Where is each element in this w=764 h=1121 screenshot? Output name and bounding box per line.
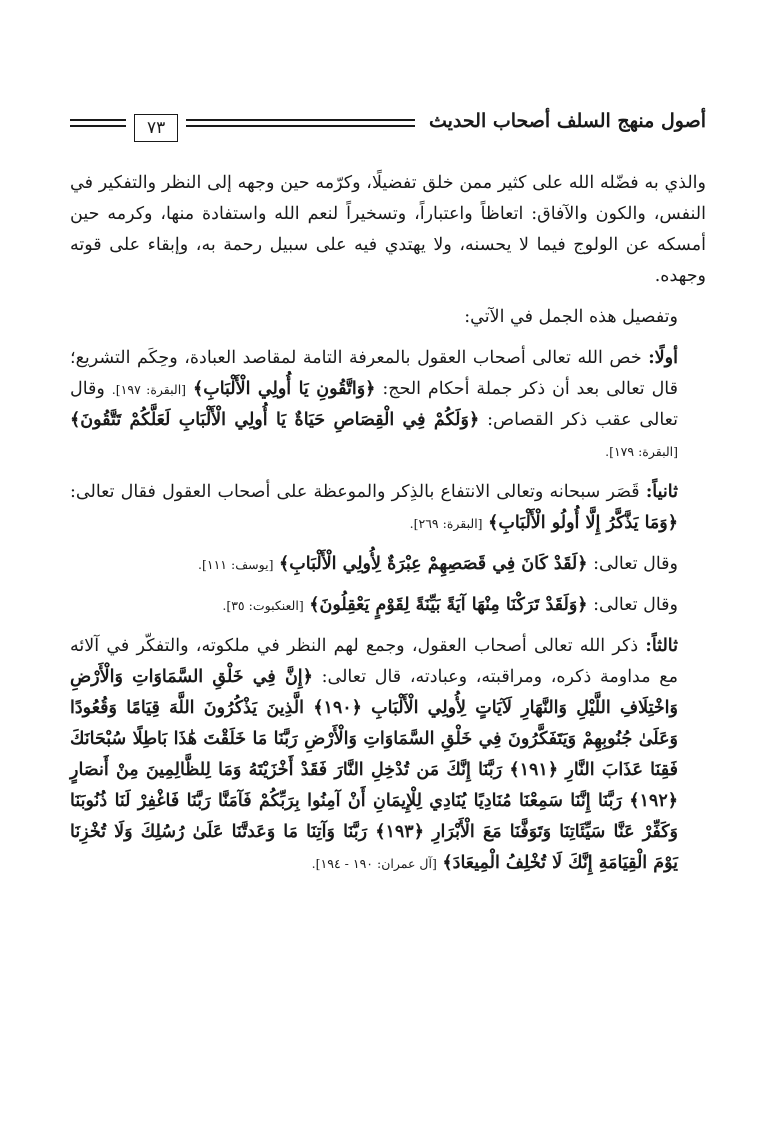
quran-verse: ﴿وَلَقَدْ تَرَكْنَا مِنْهَا آيَةً بَيِّنَةً لِقَوْمٍ يَعْقِلُونَ﴾ (309, 595, 588, 615)
quran-verse: ﴿وَمَا يَذَّكَّرُ إِلَّا أُولُو الْأَلْبَابِ﴾ (488, 513, 678, 533)
quran-verse: ﴿لَقَدْ كَانَ فِي قَصَصِهِمْ عِبْرَةٌ لِأُولِي الْأَلْبَابِ﴾ (279, 554, 588, 574)
paragraph-intro: والذي به فضّله الله على كثير ممن خلق تفضيلًا، وكرّمه حين وجهه إلى النظر والتفكير في النفس، والكون والآفاق: اتعاظاً واعتباراً، وتسخيراً لنعم الله واستفادة منها، وكرمه حين أمسكه عن الولوج فيما لا يحسنه، ولا يهتدي فيه على سبيل رحمة به، وإبقاء على قوته وجهده. (70, 173, 706, 286)
paragraph-ankabut (70, 590, 706, 621)
paragraph-yusuf (70, 549, 706, 580)
paragraph-third (70, 631, 706, 879)
verse-reference: [البقرة: ١٧٩]. (605, 444, 678, 459)
paragraph-first (70, 343, 706, 467)
verse-reference: [البقرة: ١٩٧]. (111, 382, 187, 397)
verse-reference: [يوسف: ١١١]. (198, 557, 274, 572)
body-text (70, 168, 706, 879)
quran-verse: ﴿إِنَّ فِي خَلْقِ السَّمَاوَاتِ وَالْأَرْضِ وَاخْتِلَافِ اللَّيْلِ وَالنَّهَارِ لَآيَاتٍ لِأُولِي الْأَلْبَابِ ﴿١٩٠﴾ الَّذِينَ يَذْكُرُونَ اللَّهَ قِيَامًا وَقُعُودًا وَعَلَىٰ جُنُوبِهِمْ وَيَتَفَكَّرُونَ فِي خَلْقِ السَّمَاوَاتِ وَالْأَرْضِ رَبَّنَا مَا خَلَقْتَ هَٰذَا بَاطِلًا سُبْحَانَكَ فَقِنَا عَذَابَ النَّارِ ﴿١٩١﴾ رَبَّنَا إِنَّكَ مَن تُدْخِلِ النَّارَ فَقَدْ أَخْزَيْتَهُ وَمَا لِلظَّالِمِينَ مِنْ أَنصَارٍ ﴿١٩٢﴾ رَبَّنَا إِنَّنَا سَمِعْنَا مُنَادِيًا يُنَادِي لِلْإِيمَانِ أَنْ آمِنُوا بِرَبِّكُمْ فَآمَنَّا رَبَّنَا فَاغْفِرْ لَنَا ذُنُوبَنَا وَكَفِّرْ عَنَّا سَيِّئَاتِنَا وَتَوَفَّنَا مَعَ الْأَبْرَارِ ﴿١٩٣﴾ رَبَّنَا وَآتِنَا مَا وَعَدتَّنَا عَلَىٰ رُسُلِكَ وَلَا تُخْزِنَا يَوْمَ الْقِيَامَةِ إِنَّكَ لَا تُخْلِفُ الْمِيعَادَ﴾ (70, 667, 679, 873)
header-rule-short (70, 119, 126, 127)
verse-reference: [العنكبوت: ٣٥]. (222, 598, 304, 613)
paragraph-yusuf-text: وقال تعالى: (593, 554, 678, 574)
verse-reference: [البقرة: ٢٦٩]. (409, 516, 483, 531)
header-rule-long (186, 119, 415, 127)
point-label-first: أولًا: (648, 348, 678, 368)
paragraph-third-text: ذكر الله تعالى أصحاب العقول، وجمع لهم النظر في ملكوته، والتفكّر في آلائه مع مداومة ذكره، ومراقبته، وعبادته، قال تعالى: (70, 636, 678, 687)
verse-reference: [آل عمران: ١٩٠ - ١٩٤]. (311, 856, 437, 871)
paragraph-first-text: خص الله تعالى أصحاب العقول بالمعرفة التامة لمقاصد العبادة، وحِكَم التشريع؛ قال تعالى بعد أن ذكر جملة أحكام الحج: (70, 348, 678, 399)
paragraph-second (70, 477, 706, 539)
point-label-second: ثانياً: (645, 482, 678, 502)
document-page (70, 84, 706, 879)
page-number: ٧٣ (134, 114, 178, 142)
running-header (70, 84, 706, 138)
paragraph-ankabut-text: وقال تعالى: (593, 595, 678, 615)
book-title: أصول منهج السلف أصحاب الحديث (428, 110, 706, 132)
point-label-third: ثالثاً: (645, 636, 678, 656)
quran-verse: ﴿وَلَكُمْ فِي الْقِصَاصِ حَيَاةٌ يَا أُولِي الْأَلْبَابِ لَعَلَّكُمْ تَتَّقُونَ﴾ (70, 410, 480, 430)
quran-verse: ﴿وَاتَّقُونِ يَا أُولِي الْأَلْبَابِ﴾ (192, 379, 376, 399)
paragraph-details-heading: وتفصيل هذه الجمل في الآتي: (464, 307, 678, 327)
paragraph-second-text: قَصَر سبحانه وتعالى الانتفاع بالذِكر والموعظة على أصحاب العقول فقال تعالى: (70, 482, 640, 502)
paragraph-first-text-2: وقال تعالى عقب ذكر القصاص: (70, 379, 679, 430)
